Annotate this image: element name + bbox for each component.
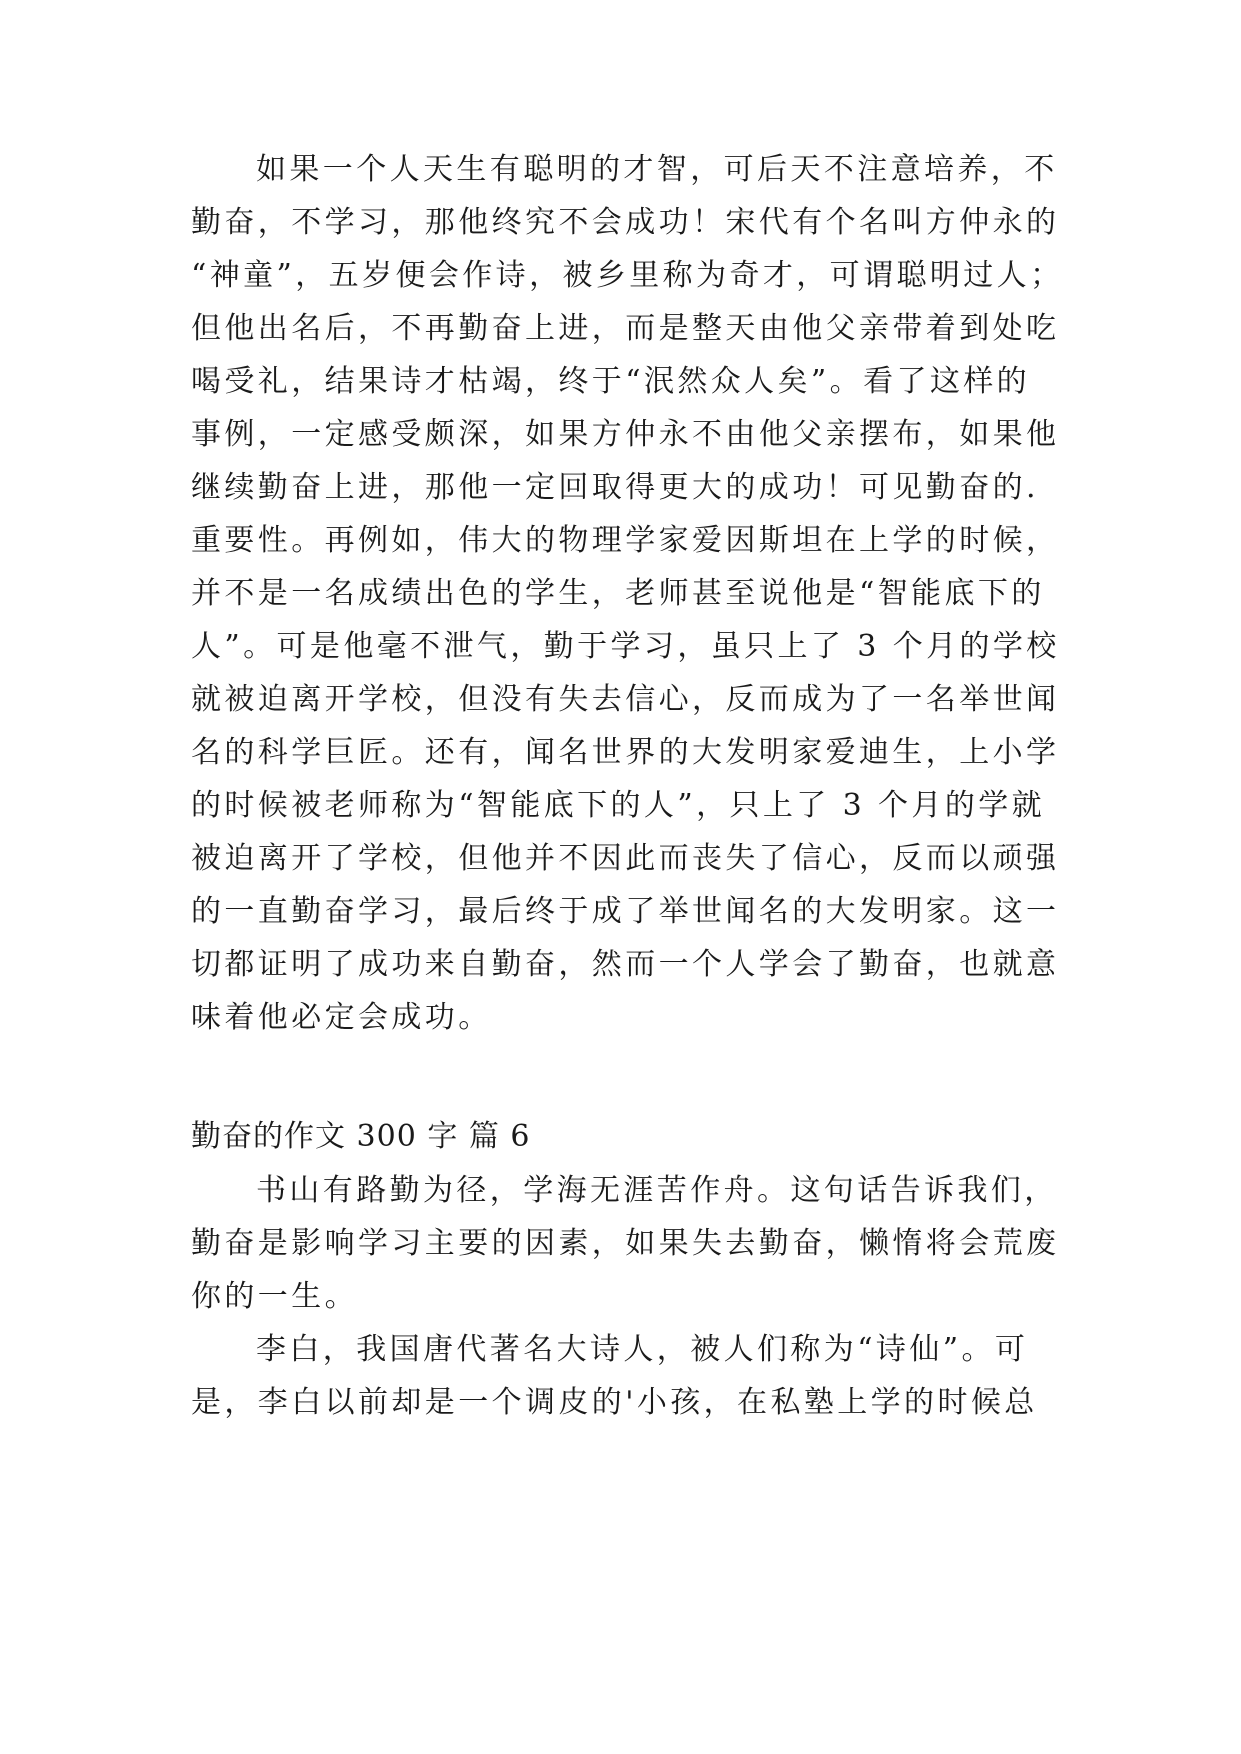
paragraph-1-line: 名的科学巨匠。还有，闻名世界的大发明家爱迪生，上小学 [191, 735, 1060, 770]
paragraph-1-line: 如果一个人天生有聪明的才智，可后天不注意培养，不 [256, 152, 1058, 187]
paragraph-1-line: 继续勤奋上进，那他一定回取得更大的成功！可见勤奋的. [191, 470, 1039, 505]
paragraph-1-line: 的时候被老师称为“智能底下的人”，只上了 3 个月的学就 [191, 788, 1046, 823]
paragraph-3-line: 李白，我国唐代著名大诗人，被人们称为“诗仙”。可 [256, 1332, 1029, 1367]
paragraph-1-line: 味着他必定会成功。 [191, 1000, 492, 1035]
paragraph-1-line: 切都证明了成功来自勤奋，然而一个人学会了勤奋，也就意 [191, 947, 1060, 982]
paragraph-1-line: 的一直勤奋学习，最后终于成了举世闻名的大发明家。这一 [191, 894, 1060, 929]
paragraph-1-line: 就被迫离开学校，但没有失去信心，反而成为了一名举世闻 [191, 682, 1060, 717]
paragraph-1-line: 事例，一定感受颇深，如果方仲永不由他父亲摆布，如果他 [191, 417, 1060, 452]
paragraph-1-line: 喝受礼，结果诗才枯竭，终于“泯然众人矣”。看了这样的 [191, 364, 1031, 399]
paragraph-2-line: 书山有路勤为径，学海无涯苦作舟。这句话告诉我们， [256, 1173, 1058, 1208]
paragraph-1-line: 重要性。再例如，伟大的物理学家爱因斯坦在上学的时候， [191, 523, 1060, 558]
paragraph-1-line: 人”。可是他毫不泄气，勤于学习，虽只上了 3 个月的学校 [191, 629, 1060, 664]
paragraph-1-line: 勤奋，不学习，那他终究不会成功！宋代有个名叫方仲永的 [191, 205, 1060, 240]
paragraph-2-line: 勤奋是影响学习主要的因素，如果失去勤奋，懒惰将会荒废 [191, 1226, 1060, 1261]
paragraph-3-line: 是，李白以前却是一个调皮的'小孩，在私塾上学的时候总 [191, 1385, 1038, 1420]
paragraph-1-line: 但他出名后，不再勤奋上进，而是整天由他父亲带着到处吃 [191, 311, 1060, 346]
paragraph-1-line: 并不是一名成绩出色的学生，老师甚至说他是“智能底下的 [191, 576, 1045, 611]
section-heading: 勤奋的作文 300 字 篇 6 [191, 1119, 531, 1154]
paragraph-1-line: 被迫离开了学校，但他并不因此而丧失了信心，反而以顽强 [191, 841, 1060, 876]
paragraph-1-line: “神童”，五岁便会作诗，被乡里称为奇才，可谓聪明过人； [191, 258, 1064, 293]
paragraph-2-line: 你的一生。 [191, 1279, 358, 1314]
